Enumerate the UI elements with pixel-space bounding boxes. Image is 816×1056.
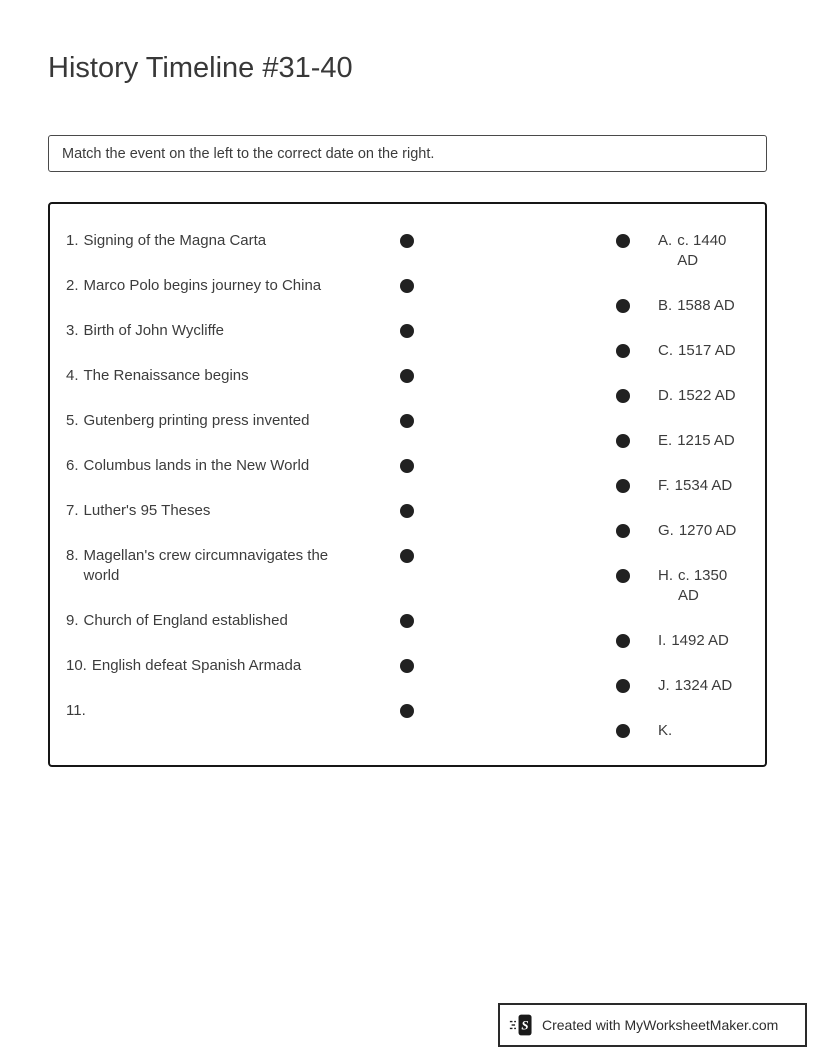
date-item	[616, 431, 742, 451]
event-item	[66, 546, 414, 586]
match-dot-left[interactable]	[400, 279, 414, 293]
event-item	[66, 276, 414, 296]
date-label: 1522 AD	[678, 387, 736, 404]
event-label: Columbus lands in the New World	[83, 457, 310, 474]
match-dot-right[interactable]	[616, 569, 630, 583]
date-item	[616, 231, 742, 271]
event-number: 11.	[66, 702, 86, 719]
date-letter: H.	[658, 567, 673, 584]
event-number: 5.	[66, 412, 79, 429]
date-label: 1215 AD	[677, 432, 735, 449]
date-item	[616, 341, 742, 361]
date-label: c. 1350 AD	[678, 567, 728, 604]
match-dot-right[interactable]	[616, 724, 630, 738]
events-column	[66, 231, 414, 721]
date-label: 1517 AD	[678, 342, 736, 359]
match-dot-left[interactable]	[400, 459, 414, 473]
event-label: Marco Polo begins journey to China	[83, 277, 322, 294]
matching-area	[48, 202, 767, 767]
event-number: 4.	[66, 367, 79, 384]
match-dot-left[interactable]	[400, 369, 414, 383]
match-dot-right[interactable]	[616, 479, 630, 493]
match-dot-right[interactable]	[616, 434, 630, 448]
match-dot-left[interactable]	[400, 704, 414, 718]
date-item	[616, 566, 742, 606]
svg-text:S: S	[521, 1017, 529, 1033]
date-label: c. 1440 AD	[677, 232, 727, 269]
match-dot-left[interactable]	[400, 614, 414, 628]
event-number: 9.	[66, 612, 79, 629]
dates-column	[616, 231, 742, 741]
date-letter: E.	[658, 432, 673, 449]
event-item	[66, 501, 414, 521]
date-item	[616, 676, 742, 696]
date-label: 1492 AD	[671, 632, 729, 649]
date-letter: K.	[658, 722, 673, 739]
date-label: 1534 AD	[674, 477, 733, 494]
date-item	[616, 386, 742, 406]
event-number: 10.	[66, 657, 87, 674]
event-number: 1.	[66, 232, 79, 249]
event-label: Gutenberg printing press invented	[83, 412, 310, 429]
event-label: Magellan's crew circumnavigates the world	[83, 547, 329, 584]
match-dot-left[interactable]	[400, 659, 414, 673]
match-dot-right[interactable]	[616, 634, 630, 648]
date-letter: C.	[658, 342, 673, 359]
event-item	[66, 456, 414, 476]
event-number: 2.	[66, 277, 79, 294]
event-number: 7.	[66, 502, 79, 519]
match-dot-right[interactable]	[616, 679, 630, 693]
page-title: History Timeline #31-40	[48, 52, 353, 84]
footer-credit	[498, 1003, 807, 1047]
match-dot-left[interactable]	[400, 414, 414, 428]
worksheet-maker-logo-icon	[509, 1011, 535, 1039]
event-item	[66, 656, 414, 676]
event-label: English defeat Spanish Armada	[91, 657, 302, 674]
event-label: Birth of John Wycliffe	[83, 322, 224, 339]
event-item	[66, 366, 414, 386]
event-label: Luther's 95 Theses	[83, 502, 211, 519]
match-dot-left[interactable]	[400, 234, 414, 248]
event-item	[66, 231, 414, 251]
date-letter: I.	[658, 632, 667, 649]
date-item	[616, 631, 742, 651]
event-item	[66, 701, 414, 721]
date-letter: B.	[658, 297, 673, 314]
match-dot-right[interactable]	[616, 299, 630, 313]
match-dot-left[interactable]	[400, 504, 414, 518]
event-label: The Renaissance begins	[83, 367, 249, 384]
event-item	[66, 611, 414, 631]
match-dot-right[interactable]	[616, 524, 630, 538]
event-number: 6.	[66, 457, 79, 474]
date-label: 1588 AD	[677, 297, 735, 314]
date-letter: G.	[658, 522, 674, 539]
date-item	[616, 721, 742, 741]
event-number: 3.	[66, 322, 79, 339]
match-dot-left[interactable]	[400, 549, 414, 563]
date-item	[616, 296, 742, 316]
date-label: 1324 AD	[674, 677, 733, 694]
date-letter: D.	[658, 387, 673, 404]
footer-credit-text: Created with MyWorksheetMaker.com	[542, 1017, 779, 1033]
event-item	[66, 321, 414, 341]
instruction-box	[48, 135, 767, 172]
match-dot-right[interactable]	[616, 234, 630, 248]
date-item	[616, 521, 742, 541]
date-label: 1270 AD	[678, 522, 737, 539]
instruction-text: Match the event on the left to the correct date on the right.	[62, 145, 435, 162]
match-dot-right[interactable]	[616, 344, 630, 358]
event-number: 8.	[66, 547, 79, 564]
date-letter: A.	[658, 232, 673, 249]
match-dot-left[interactable]	[400, 324, 414, 338]
date-item	[616, 476, 742, 496]
date-letter: F.	[658, 477, 670, 494]
event-label: Signing of the Magna Carta	[83, 232, 267, 249]
match-dot-right[interactable]	[616, 389, 630, 403]
event-label: Church of England established	[83, 612, 288, 629]
event-item	[66, 411, 414, 431]
date-letter: J.	[658, 677, 670, 694]
